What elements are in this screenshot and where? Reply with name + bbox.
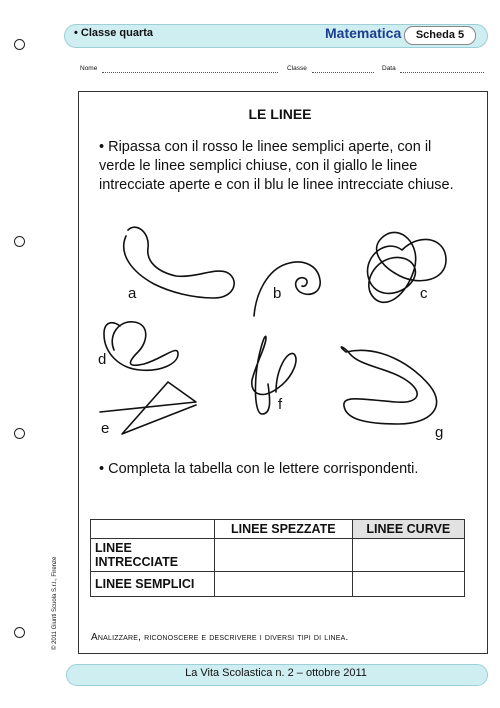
row-label-intrecciate: LINEE INTRECCIATE [91,539,215,572]
label-e: e [101,420,110,437]
table-corner-cell [91,520,215,539]
name-field-label: Nome [80,65,98,72]
copyright-note: © 2011 Giunti Scuola S.r.l., Firenze [52,556,58,650]
class-field-label: Classe [287,65,307,72]
line-b [254,262,320,316]
learning-objective: Analizzare, riconoscere e descrivere i diversi tipi di linea. [91,632,349,643]
row-label-semplici: LINEE SEMPLICI [91,572,215,597]
answer-cell[interactable] [352,572,464,597]
line-e [100,382,196,434]
header-linee-spezzate: LINEE SPEZZATE [215,520,353,539]
label-c: c [420,285,428,302]
table-instruction: • Completa la tabella con le lettere corrispondenti. [99,461,419,477]
label-f: f [278,396,283,413]
classification-table [90,519,465,597]
line-a [124,227,234,298]
date-field-label: Data [382,65,396,72]
line-c [368,232,446,302]
sheet-number-badge: Scheda 5 [404,26,476,45]
line-f [252,336,296,414]
line-g [341,347,436,424]
label-d: d [98,351,107,368]
line-d [104,322,178,370]
header-linee-curve: LINEE CURVE [352,520,464,539]
subject-title: Matematica [325,25,402,41]
worksheet-title: LE LINEE [248,106,312,122]
footer-text: La Vita Scolastica n. 2 – ottobre 2011 [185,667,367,679]
label-a: a [128,285,137,302]
answer-cell[interactable] [352,539,464,572]
label-b: b [273,285,282,302]
label-g: g [435,424,444,441]
instruction-text: • Ripassa con il rosso le linee semplici aperte, con il verde le linee semplici chiuse, con il giallo le linee intrecciate aperte e con il blu le linee intrecciate chiuse. [99,139,454,193]
answer-cell[interactable] [215,539,353,572]
class-label: • Classe quarta [74,27,154,39]
answer-cell[interactable] [215,572,353,597]
